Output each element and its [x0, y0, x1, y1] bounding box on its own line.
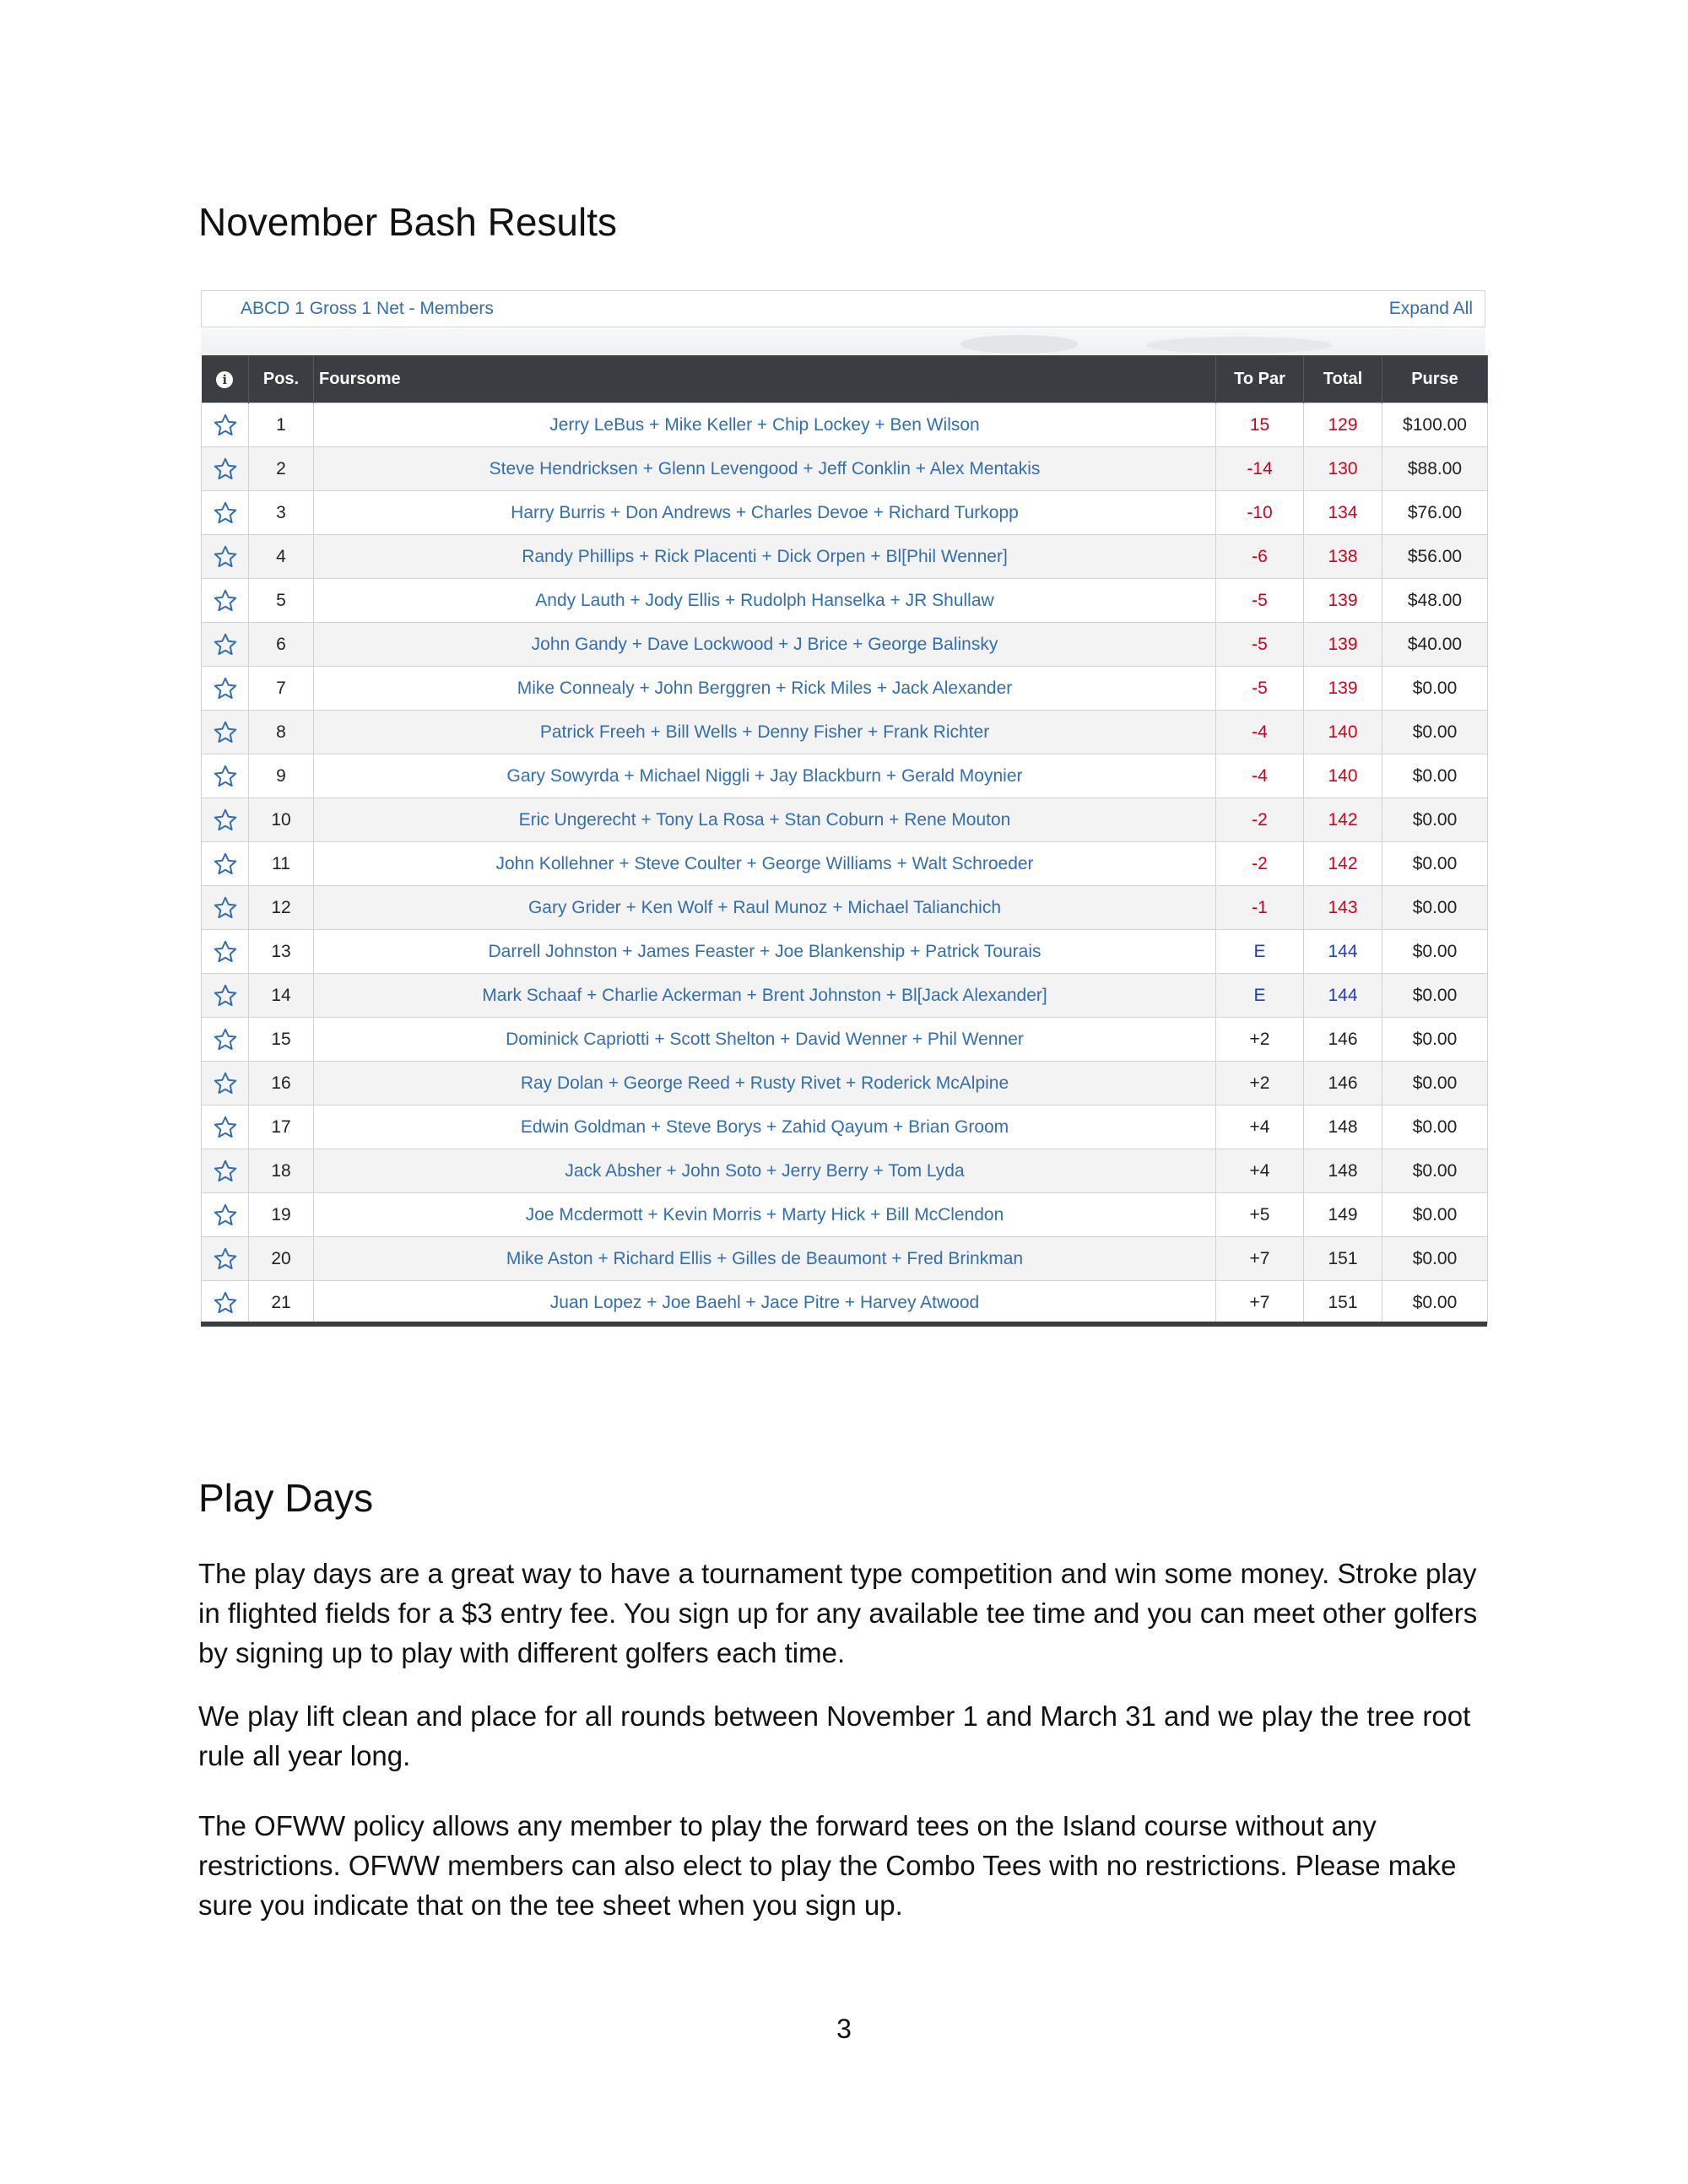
total-cell: 142	[1304, 798, 1382, 842]
star-outline-icon[interactable]	[213, 1248, 238, 1268]
total-cell: 148	[1304, 1106, 1382, 1149]
purse-cell: $40.00	[1382, 623, 1488, 667]
to-par-cell: +7	[1216, 1281, 1304, 1325]
position-cell: 18	[249, 1149, 314, 1193]
to-par-cell: -4	[1216, 711, 1304, 754]
foursome-link[interactable]: Mike Aston + Richard Ellis + Gilles de Beaumont + Fred Brinkman	[314, 1237, 1216, 1281]
star-outline-icon[interactable]	[213, 1073, 238, 1092]
position-cell: 15	[249, 1018, 314, 1062]
table-row	[202, 754, 1488, 798]
foursome-link[interactable]: Mark Schaaf + Charlie Ackerman + Brent Johnston + Bl[Jack Alexander]	[314, 974, 1216, 1018]
pos-column-header: Pos.	[249, 355, 314, 403]
table-row	[202, 930, 1488, 974]
favorite-star-button[interactable]	[202, 579, 249, 623]
total-cell: 139	[1304, 667, 1382, 711]
favorite-star-button[interactable]	[202, 711, 249, 754]
total-cell: 129	[1304, 403, 1382, 447]
favorite-star-button[interactable]	[202, 886, 249, 930]
table-row	[202, 491, 1488, 535]
foursome-link[interactable]: Randy Phillips + Rick Placenti + Dick Orpen + Bl[Phil Wenner]	[314, 535, 1216, 579]
purse-cell: $0.00	[1382, 711, 1488, 754]
table-row	[202, 1106, 1488, 1149]
to-par-cell: -5	[1216, 667, 1304, 711]
star-outline-icon[interactable]	[213, 765, 238, 785]
position-cell: 21	[249, 1281, 314, 1325]
total-cell: 151	[1304, 1281, 1382, 1325]
foursome-link[interactable]: Mike Connealy + John Berggren + Rick Miles + Jack Alexander	[314, 667, 1216, 711]
to-par-cell: +4	[1216, 1149, 1304, 1193]
purse-cell: $100.00	[1382, 403, 1488, 447]
purse-cell: $0.00	[1382, 1149, 1488, 1193]
favorite-star-button[interactable]	[202, 1018, 249, 1062]
total-cell: 144	[1304, 974, 1382, 1018]
to-par-cell: -5	[1216, 579, 1304, 623]
total-cell: 130	[1304, 447, 1382, 491]
favorite-star-button[interactable]	[202, 535, 249, 579]
play-days-paragraph-2: We play lift clean and place for all rounds between November 1 and March 31 and we play the tree root rule all year long.	[198, 1700, 1471, 1771]
star-outline-icon[interactable]	[213, 722, 238, 741]
foursome-column-header: Foursome	[314, 355, 1216, 403]
star-outline-icon[interactable]	[213, 634, 238, 653]
to-par-cell: -10	[1216, 491, 1304, 535]
purse-cell: $0.00	[1382, 974, 1488, 1018]
position-cell: 19	[249, 1193, 314, 1237]
table-row	[202, 1281, 1488, 1325]
position-cell: 3	[249, 491, 314, 535]
table-row	[202, 842, 1488, 886]
info-column-header[interactable]	[202, 355, 249, 403]
position-cell: 2	[249, 447, 314, 491]
foursome-link[interactable]: Dominick Capriotti + Scott Shelton + David Wenner + Phil Wenner	[314, 1018, 1216, 1062]
total-cell: 144	[1304, 930, 1382, 974]
table-row	[202, 1149, 1488, 1193]
total-cell: 139	[1304, 623, 1382, 667]
table-row	[202, 711, 1488, 754]
purse-cell: $48.00	[1382, 579, 1488, 623]
total-cell: 146	[1304, 1062, 1382, 1106]
purse-cell: $0.00	[1382, 754, 1488, 798]
foursome-link[interactable]: Patrick Freeh + Bill Wells + Denny Fisher + Frank Richter	[314, 711, 1216, 754]
position-cell: 9	[249, 754, 314, 798]
foursome-link[interactable]: Eric Ungerecht + Tony La Rosa + Stan Coburn + Rene Mouton	[314, 798, 1216, 842]
purse-cell: $0.00	[1382, 1193, 1488, 1237]
purse-column-header: Purse	[1382, 355, 1488, 403]
to-par-cell: 15	[1216, 403, 1304, 447]
table-row	[202, 1237, 1488, 1281]
star-outline-icon[interactable]	[213, 590, 238, 609]
favorite-star-button[interactable]	[202, 1106, 249, 1149]
purse-cell: $0.00	[1382, 1237, 1488, 1281]
table-row	[202, 579, 1488, 623]
purse-cell: $0.00	[1382, 886, 1488, 930]
leaderboard-widget	[201, 290, 1487, 1330]
foursome-link[interactable]: Jerry LeBus + Mike Keller + Chip Lockey + Ben Wilson	[314, 403, 1216, 447]
total-cell: 140	[1304, 711, 1382, 754]
favorite-star-button[interactable]	[202, 974, 249, 1018]
purse-cell: $0.00	[1382, 930, 1488, 974]
purse-cell: $88.00	[1382, 447, 1488, 491]
favorite-star-button[interactable]	[202, 1062, 249, 1106]
table-row	[202, 798, 1488, 842]
total-cell: 143	[1304, 886, 1382, 930]
star-outline-icon[interactable]	[213, 1160, 238, 1180]
favorite-star-button[interactable]	[202, 1193, 249, 1237]
position-cell: 10	[249, 798, 314, 842]
to-par-cell: E	[1216, 974, 1304, 1018]
leaderboard-table	[201, 355, 1488, 1324]
star-outline-icon[interactable]	[213, 458, 238, 478]
table-row	[202, 1193, 1488, 1237]
table-header-row	[202, 355, 1488, 403]
star-outline-icon[interactable]	[213, 502, 238, 522]
total-column-header: Total	[1304, 355, 1382, 403]
favorite-star-button[interactable]	[202, 1237, 249, 1281]
star-outline-icon[interactable]	[213, 1204, 238, 1224]
position-cell: 7	[249, 667, 314, 711]
leaderboard-header	[201, 290, 1485, 327]
table-row	[202, 447, 1488, 491]
to-par-cell: -2	[1216, 842, 1304, 886]
position-cell: 4	[249, 535, 314, 579]
star-outline-icon[interactable]	[213, 1292, 238, 1311]
favorite-star-button[interactable]	[202, 798, 249, 842]
favorite-star-button[interactable]	[202, 1281, 249, 1325]
purse-cell: $56.00	[1382, 535, 1488, 579]
total-cell: 146	[1304, 1018, 1382, 1062]
position-cell: 14	[249, 974, 314, 1018]
purse-cell: $0.00	[1382, 798, 1488, 842]
favorite-star-button[interactable]	[202, 930, 249, 974]
table-row	[202, 535, 1488, 579]
favorite-star-button[interactable]	[202, 623, 249, 667]
star-outline-icon[interactable]	[213, 1116, 238, 1136]
star-outline-icon[interactable]	[213, 809, 238, 829]
favorite-star-button[interactable]	[202, 667, 249, 711]
star-outline-icon[interactable]	[213, 897, 238, 916]
foursome-link[interactable]: Gary Sowyrda + Michael Niggli + Jay Blackburn + Gerald Moynier	[314, 754, 1216, 798]
star-outline-icon[interactable]	[213, 1029, 238, 1048]
favorite-star-button[interactable]	[202, 1149, 249, 1193]
total-cell: 140	[1304, 754, 1382, 798]
position-cell: 17	[249, 1106, 314, 1149]
foursome-link[interactable]: Harry Burris + Don Andrews + Charles Devoe + Richard Turkopp	[314, 491, 1216, 535]
table-row	[202, 623, 1488, 667]
purse-cell: $0.00	[1382, 1018, 1488, 1062]
to-par-cell: -14	[1216, 447, 1304, 491]
table-row	[202, 667, 1488, 711]
play-days-heading: Play Days	[198, 1476, 374, 1520]
to-par-cell: -5	[1216, 623, 1304, 667]
play-days-paragraph-1: The play days are a great way to have a tournament type competition and win some money. Stroke play in flighted fields for a $3 entry fee. You sign up for any available tee time and you can meet other golfers by signing up to play with different golfers each time.	[198, 1558, 1478, 1668]
total-cell: 149	[1304, 1193, 1382, 1237]
to-par-cell: -4	[1216, 754, 1304, 798]
star-outline-icon[interactable]	[213, 414, 238, 434]
foursome-link[interactable]: John Gandy + Dave Lockwood + J Brice + George Balinsky	[314, 623, 1216, 667]
to-par-cell: +7	[1216, 1237, 1304, 1281]
foursome-link[interactable]: Ray Dolan + George Reed + Rusty Rivet + Roderick McAlpine	[314, 1062, 1216, 1106]
foursome-link[interactable]: Steve Hendricksen + Glenn Levengood + Jeff Conklin + Alex Mentakis	[314, 447, 1216, 491]
to-par-cell: +2	[1216, 1018, 1304, 1062]
play-days-paragraph-3: The OFWW policy allows any member to play the forward tees on the Island course without any restrictions. OFWW members can also elect to play the Combo Tees with no restrictions. Please make sure you indicate that on the tee sheet when you sign up.	[198, 1810, 1457, 1921]
position-cell: 1	[249, 403, 314, 447]
position-cell: 13	[249, 930, 314, 974]
star-outline-icon[interactable]	[213, 941, 238, 960]
total-cell: 139	[1304, 579, 1382, 623]
event-title-link[interactable]: ABCD 1 Gross 1 Net - Members	[241, 299, 494, 318]
table-footer-bar	[201, 1322, 1487, 1327]
total-cell: 151	[1304, 1237, 1382, 1281]
table-row	[202, 403, 1488, 447]
position-cell: 6	[249, 623, 314, 667]
favorite-star-button[interactable]	[202, 491, 249, 535]
to-par-cell: -2	[1216, 798, 1304, 842]
to-par-cell: +4	[1216, 1106, 1304, 1149]
foursome-link[interactable]: Jack Absher + John Soto + Jerry Berry + Tom Lyda	[314, 1149, 1216, 1193]
purse-cell: $0.00	[1382, 667, 1488, 711]
to-par-cell: E	[1216, 930, 1304, 974]
expand-all-link[interactable]: Expand All	[1388, 299, 1473, 318]
favorite-star-button[interactable]	[202, 754, 249, 798]
total-cell: 138	[1304, 535, 1382, 579]
header-banner-image	[201, 328, 1485, 354]
position-cell: 5	[249, 579, 314, 623]
total-cell: 134	[1304, 491, 1382, 535]
foursome-link[interactable]: Juan Lopez + Joe Baehl + Jace Pitre + Harvey Atwood	[314, 1281, 1216, 1325]
star-outline-icon[interactable]	[213, 546, 238, 565]
to-par-cell: +5	[1216, 1193, 1304, 1237]
to-par-cell: -1	[1216, 886, 1304, 930]
foursome-link[interactable]: Andy Lauth + Jody Ellis + Rudolph Hanselka + JR Shullaw	[314, 579, 1216, 623]
foursome-link[interactable]: John Kollehner + Steve Coulter + George Williams + Walt Schroeder	[314, 842, 1216, 886]
star-outline-icon[interactable]	[213, 678, 238, 697]
total-cell: 148	[1304, 1149, 1382, 1193]
foursome-link[interactable]: Darrell Johnston + James Feaster + Joe Blankenship + Patrick Tourais	[314, 930, 1216, 974]
purse-cell: $0.00	[1382, 1062, 1488, 1106]
purse-cell: $76.00	[1382, 491, 1488, 535]
results-heading: November Bash Results	[198, 200, 617, 244]
info-circle-icon[interactable]: i	[216, 371, 233, 388]
table-row	[202, 974, 1488, 1018]
star-outline-icon[interactable]	[213, 853, 238, 873]
foursome-link[interactable]: Edwin Goldman + Steve Borys + Zahid Qayum + Brian Groom	[314, 1106, 1216, 1149]
to-par-cell: -6	[1216, 535, 1304, 579]
position-cell: 8	[249, 711, 314, 754]
page-number: 3	[836, 2014, 852, 2044]
star-outline-icon[interactable]	[213, 985, 238, 1004]
table-row	[202, 1062, 1488, 1106]
favorite-star-button[interactable]	[202, 842, 249, 886]
foursome-link[interactable]: Joe Mcdermott + Kevin Morris + Marty Hick + Bill McClendon	[314, 1193, 1216, 1237]
to-par-column-header: To Par	[1216, 355, 1304, 403]
position-cell: 16	[249, 1062, 314, 1106]
total-cell: 142	[1304, 842, 1382, 886]
table-row	[202, 886, 1488, 930]
purse-cell: $0.00	[1382, 1106, 1488, 1149]
favorite-star-button[interactable]	[202, 447, 249, 491]
table-row	[202, 1018, 1488, 1062]
position-cell: 12	[249, 886, 314, 930]
foursome-link[interactable]: Gary Grider + Ken Wolf + Raul Munoz + Michael Talianchich	[314, 886, 1216, 930]
position-cell: 11	[249, 842, 314, 886]
to-par-cell: +2	[1216, 1062, 1304, 1106]
position-cell: 20	[249, 1237, 314, 1281]
favorite-star-button[interactable]	[202, 403, 249, 447]
purse-cell: $0.00	[1382, 842, 1488, 886]
purse-cell: $0.00	[1382, 1281, 1488, 1325]
